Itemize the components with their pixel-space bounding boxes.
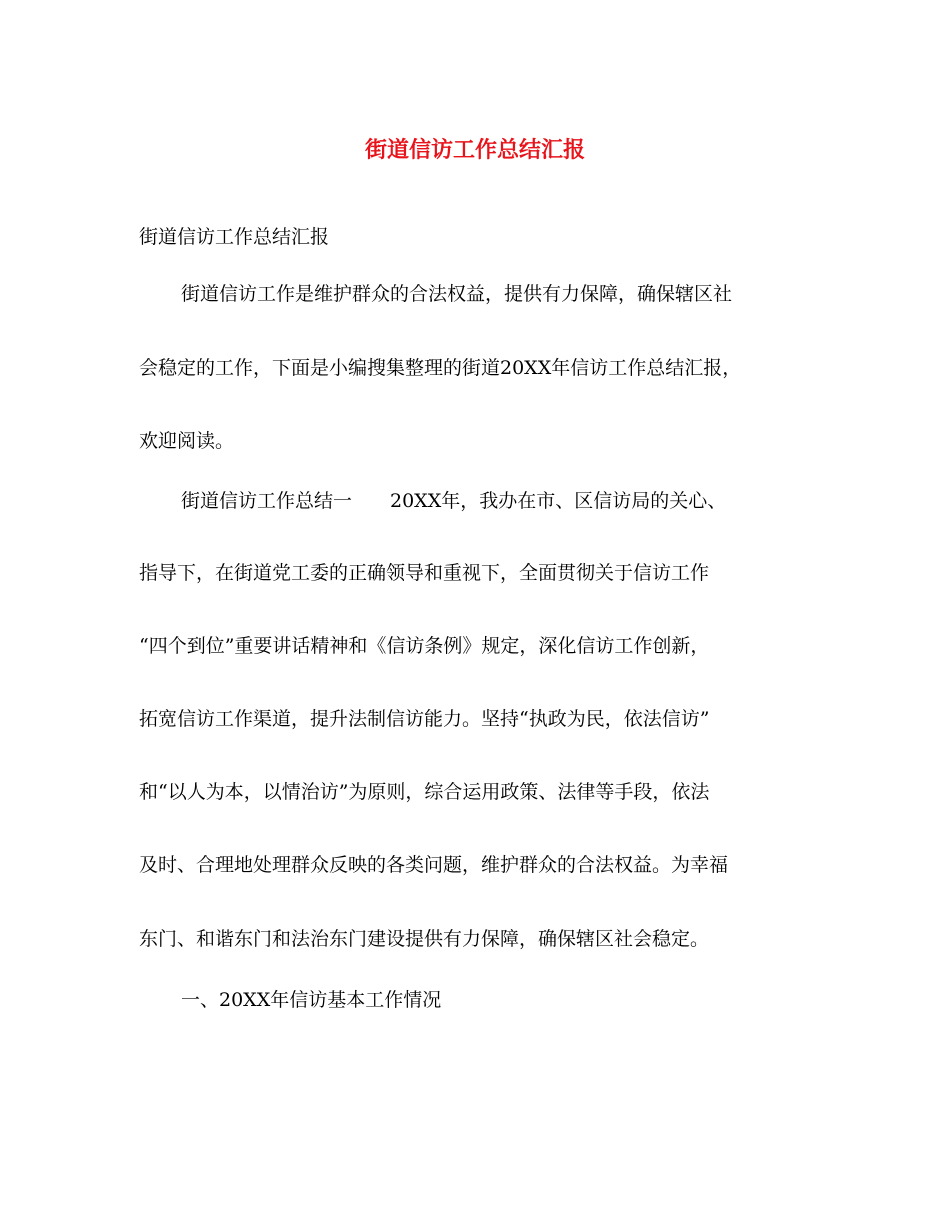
document-title: 街道信访工作总结汇报 bbox=[364, 137, 585, 163]
paragraph-line: “四个到位”重要讲话精神和《信访条例》规定，深化信访工作创新， bbox=[139, 635, 710, 657]
paragraph-line: 拓宽信访工作渠道，提升法制信访能力。坚持“执政为民，依法信访” bbox=[139, 708, 710, 730]
subtitle-line: 街道信访工作总结汇报 bbox=[139, 226, 330, 248]
paragraph-line: 街道信访工作是维护群众的合法权益，提供有力保障，确保辖区社 bbox=[181, 283, 733, 305]
paragraph-line: 东门、和谐东门和法治东门建设提供有力保障，确保辖区社会稳定。 bbox=[139, 928, 710, 950]
section-heading: 一、20XX年信访基本工作情况 bbox=[181, 989, 442, 1011]
paragraph-line: 指导下，在街道党工委的正确领导和重视下，全面贯彻关于信访工作 bbox=[139, 562, 710, 584]
paragraph-line: 会稳定的工作，下面是小编搜集整理的街道20XX年信访工作总结汇报， bbox=[139, 357, 742, 379]
paragraph-line: 和“以人为本，以情治访”为原则，综合运用政策、法律等手段，依法 bbox=[139, 781, 710, 803]
paragraph-line: 欢迎阅读。 bbox=[139, 430, 235, 452]
paragraph-line: 及时、合理地处理群众反映的各类问题，维护群众的合法权益。为幸福 bbox=[139, 854, 729, 876]
paragraph-line: 街道信访工作总结一 20XX年，我办在市、区信访局的关心、 bbox=[181, 490, 727, 512]
